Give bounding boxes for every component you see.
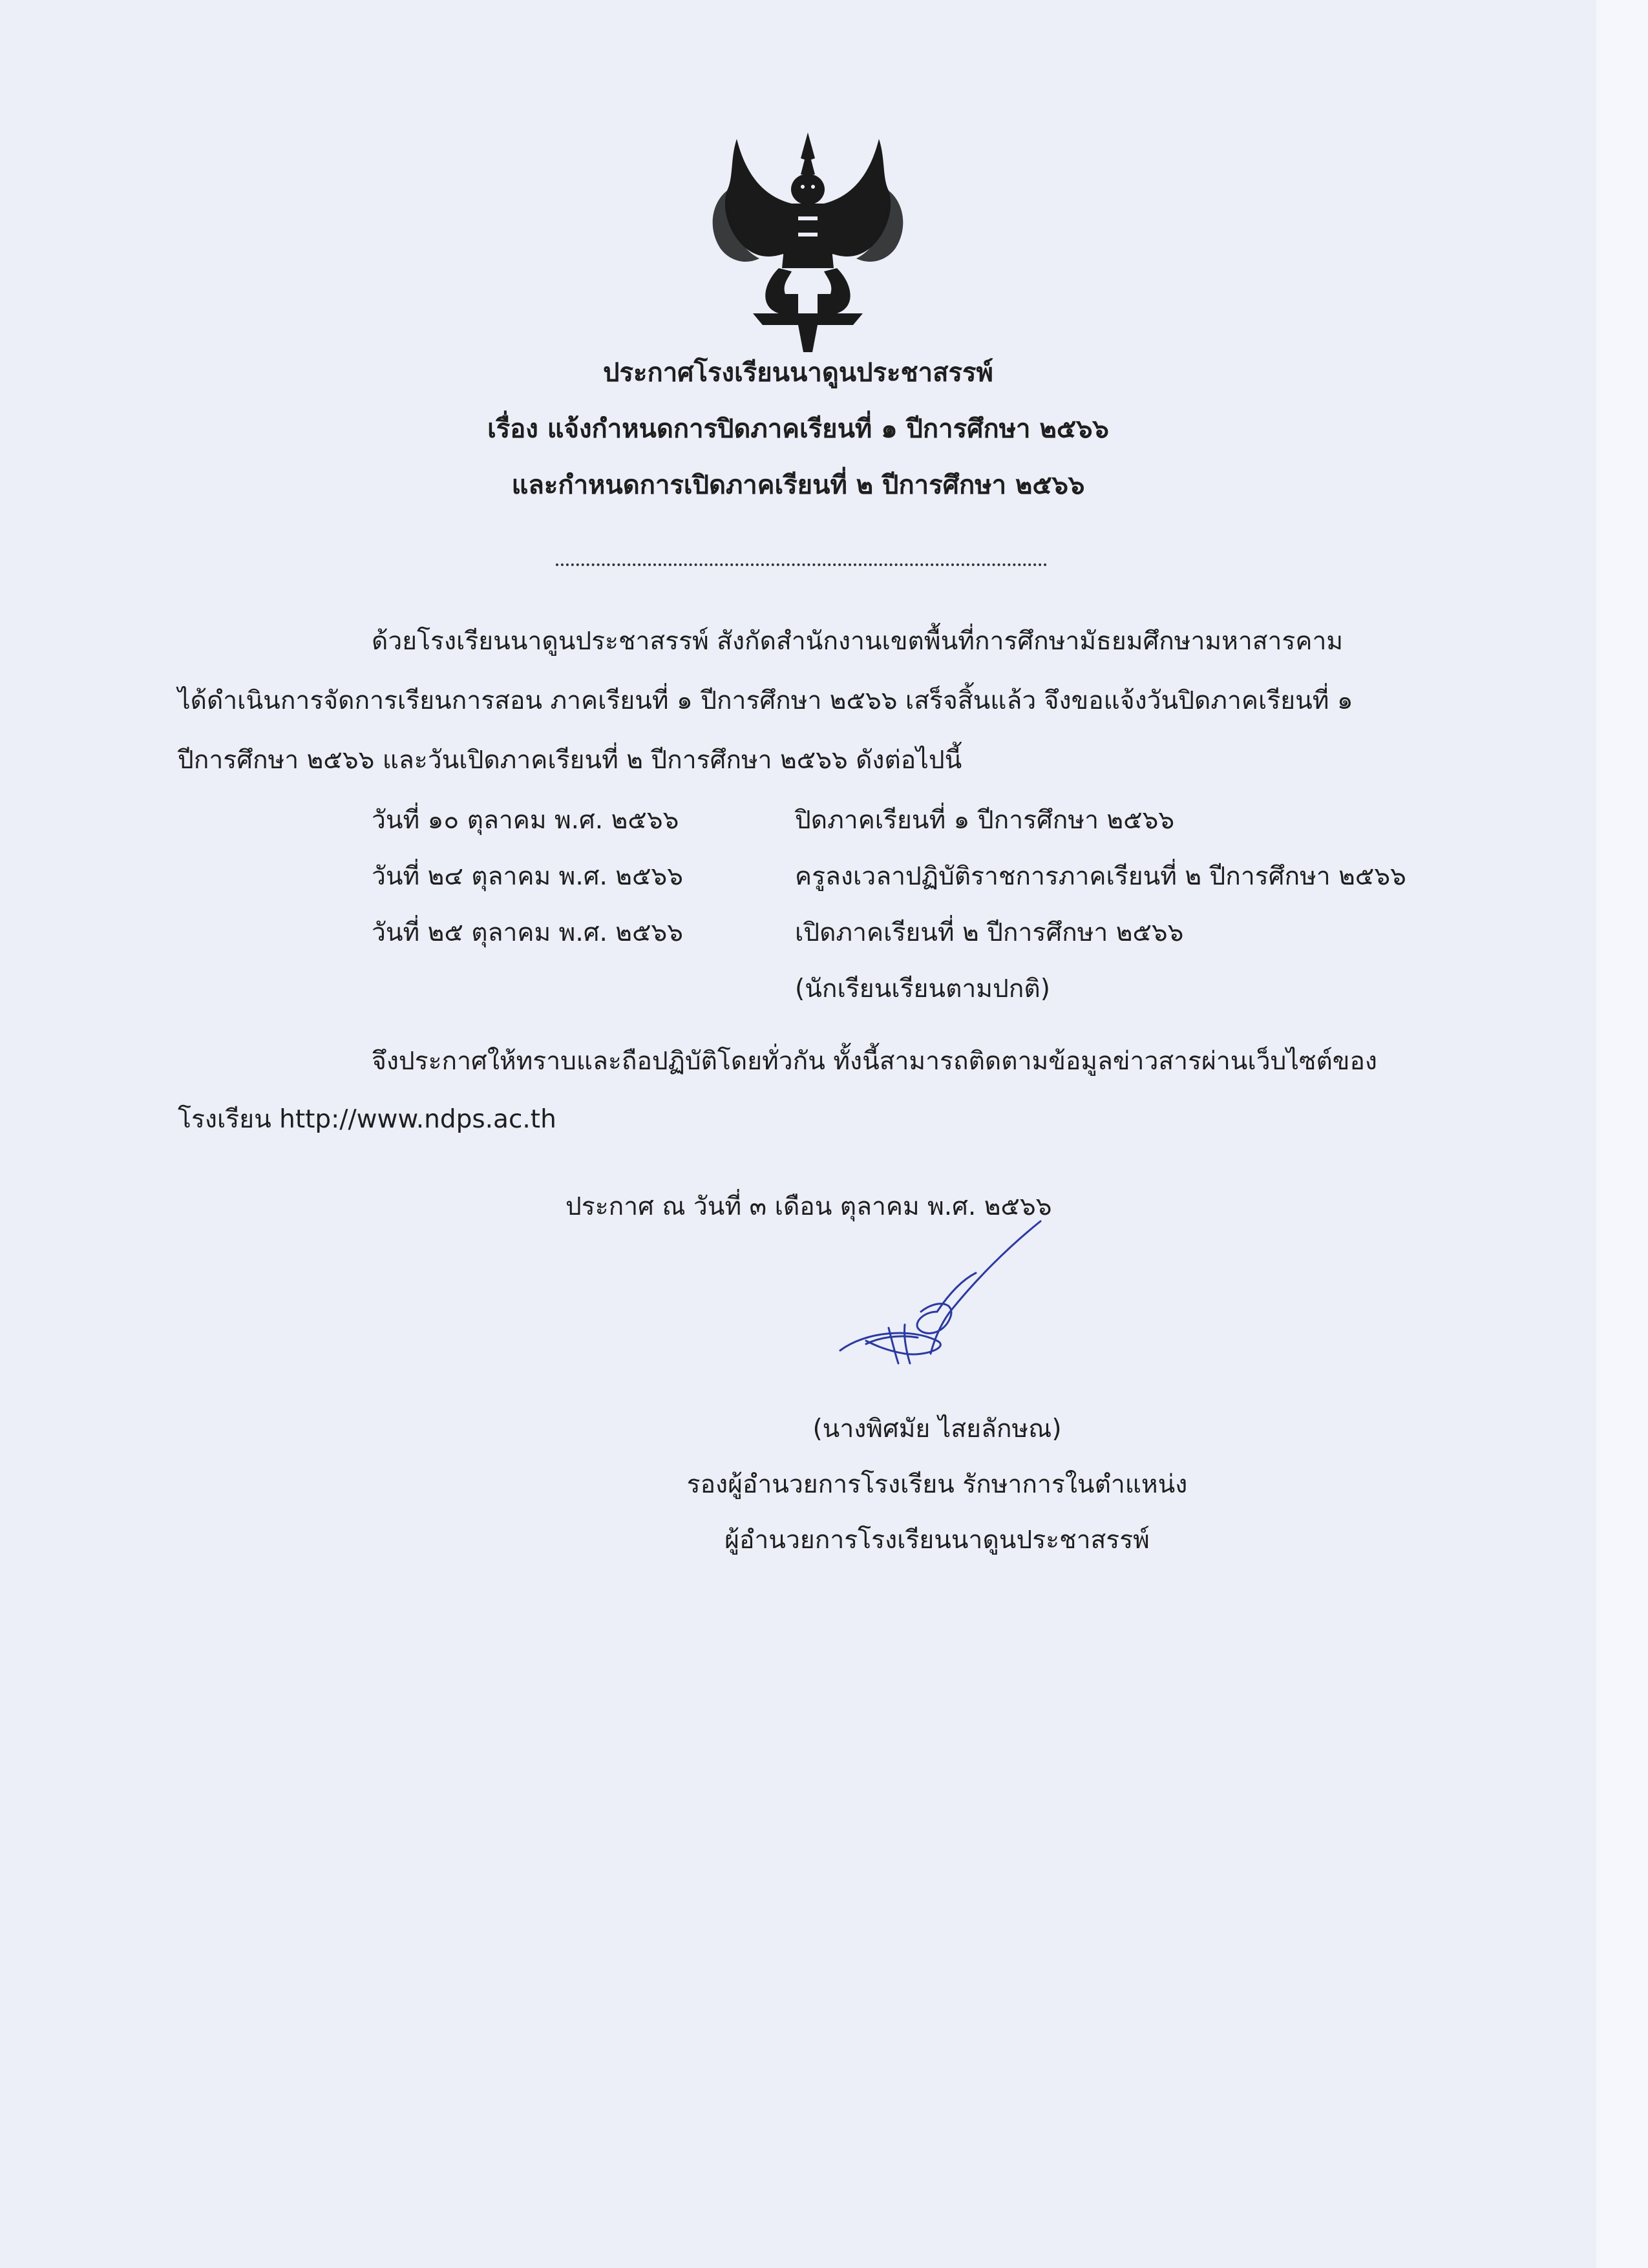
- body-paragraph1-line2: ได้ดำเนินการจัดการเรียนการสอน ภาคเรียนที่ ๑ ปีการศึกษา ๒๕๖๖ เสร็จสิ้นแล้ว จึงขอแจ้งวันปิดภาคเรียนที่ ๑: [178, 686, 1353, 715]
- schedule-event: ครูลงเวลาปฏิบัติราชการภาคเรียนที่ ๒ ปีการศึกษา ๒๕๖๖: [795, 862, 1406, 891]
- body-paragraph1-line1: ด้วยโรงเรียนนาดูนประชาสรรพ์ สังกัดสำนักงานเขตพื้นที่การศึกษามัธยมศึกษามหาสารคาม: [372, 627, 1344, 656]
- announcement-subject-line2: และกำหนดการเปิดภาคเรียนที่ ๒ ปีการศึกษา ๒๕๖๖: [511, 470, 1085, 500]
- schedule-event: เปิดภาคเรียนที่ ๒ ปีการศึกษา ๒๕๖๖: [795, 918, 1184, 947]
- body-paragraph1-line3: ปีการศึกษา ๒๕๖๖ และวันเปิดภาคเรียนที่ ๒ ปีการศึกษา ๒๕๖๖ ดังต่อไปนี้: [178, 746, 962, 775]
- announcement-subject: เรื่อง แจ้งกำหนดการปิดภาคเรียนที่ ๑ ปีการศึกษา ๒๕๖๖: [487, 414, 1109, 444]
- signatory-name: (นางพิศมัย ไสยลักษณ): [812, 1414, 1062, 1444]
- signatory-position-line2: ผู้อำนวยการโรงเรียนนาดูนประชาสรรพ์: [724, 1526, 1150, 1555]
- schedule-date: วันที่ ๒๕ ตุลาคม พ.ศ. ๒๕๖๖: [372, 918, 683, 947]
- schedule-note: (นักเรียนเรียนตามปกติ): [795, 974, 1050, 1003]
- schedule-event: ปิดภาคเรียนที่ ๑ ปีการศึกษา ๒๕๖๖: [795, 806, 1175, 835]
- signature-icon: [827, 1215, 1060, 1383]
- body-paragraph2-line2: โรงเรียน http://www.ndps.ac.th: [178, 1105, 556, 1134]
- body-paragraph2-line1: จึงประกาศให้ทราบและถือปฏิบัติโดยทั่วกัน ทั้งนี้สามารถติดตามข้อมูลข่าวสารผ่านเว็บไซต์ของ: [372, 1047, 1377, 1076]
- garuda-emblem-icon: [701, 120, 914, 359]
- schedule-date: วันที่ ๑๐ ตุลาคม พ.ศ. ๒๕๖๖: [372, 806, 679, 835]
- announcement-title: ประกาศโรงเรียนนาดูนประชาสรรพ์: [603, 358, 993, 388]
- signatory-position-line1: รองผู้อำนวยการโรงเรียน รักษาการในตำแหน่ง: [686, 1470, 1188, 1499]
- scan-edge: [1596, 0, 1648, 2268]
- issue-date: ประกาศ ณ วันที่ ๓ เดือน ตุลาคม พ.ศ. ๒๕๖๖: [565, 1192, 1052, 1221]
- schedule-date: วันที่ ๒๔ ตุลาคม พ.ศ. ๒๕๖๖: [372, 862, 683, 891]
- title-divider: [556, 563, 1047, 566]
